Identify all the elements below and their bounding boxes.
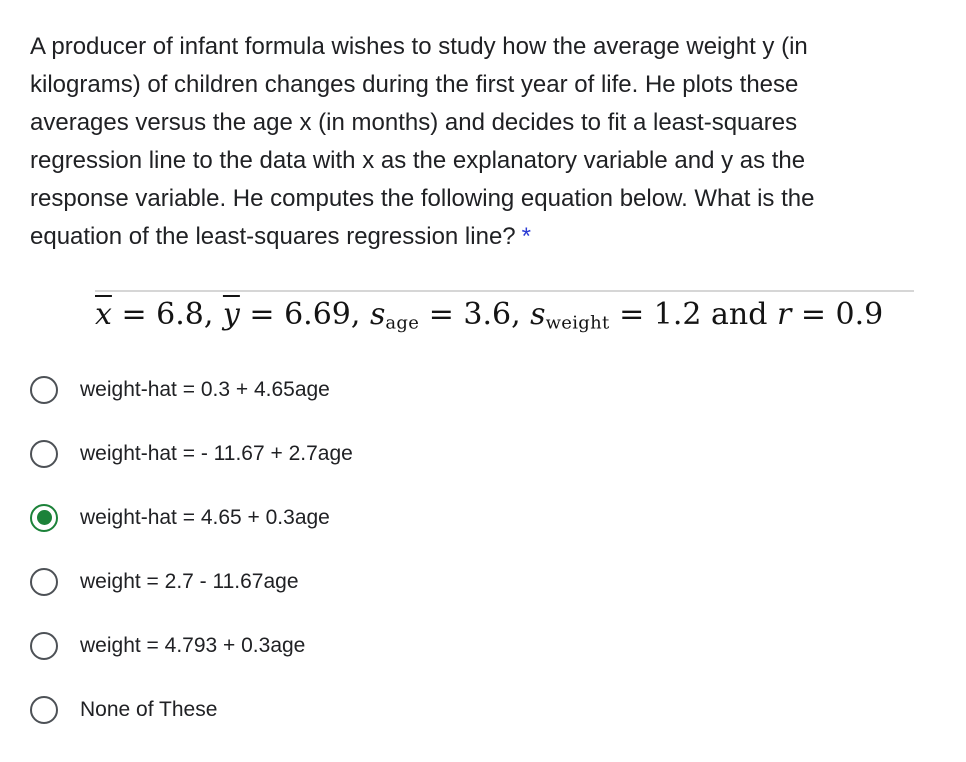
question-body: A producer of infant formula wishes to study how the average weight y (in kilograms) of children changes during the first year of life. He plots these averages versus the age x (in months) and decides to fit a least-squares regression line to the data with x as the explanatory variable and y as the response variable. He computes the following equation below. What is the equation of the least-squares regression line?: [30, 33, 815, 250]
equation-ybar: $\overline{y}$: [222, 297, 240, 332]
radio-dot: [37, 510, 52, 525]
option-row-4[interactable]: [0, 550, 966, 614]
equation-r-var: r: [776, 297, 792, 332]
option-row-5[interactable]: [0, 614, 966, 678]
option-row-1[interactable]: [0, 358, 966, 422]
option-label[interactable]: weight-hat = - 11.67 + 2.7age: [80, 441, 353, 465]
option-label[interactable]: weight = 2.7 - 11.67age: [80, 569, 299, 593]
option-row-2[interactable]: [0, 422, 966, 486]
required-asterisk: *: [521, 223, 531, 250]
equation-s-weight-var: s: [530, 297, 546, 332]
option-label[interactable]: weight = 4.793 + 0.3age: [80, 633, 306, 657]
option-label[interactable]: weight-hat = 0.3 + 4.65age: [80, 377, 330, 401]
equation-and-text: and: [711, 297, 777, 332]
equation-xbar: $\overline{x}$: [95, 297, 112, 332]
equation-s-age-var: s: [369, 297, 386, 332]
equation-part: = 3.6,: [419, 297, 531, 332]
option-row-6[interactable]: [0, 678, 966, 742]
equation-part: = 6.8,: [111, 297, 223, 332]
equation-s-weight-subscript: weight: [545, 312, 610, 334]
radio-button-unselected[interactable]: [30, 568, 58, 596]
option-label[interactable]: weight-hat = 4.65 + 0.3age: [80, 505, 330, 529]
options-list: [0, 358, 966, 742]
equation-part: = 0.9: [791, 297, 884, 332]
radio-button-unselected[interactable]: [30, 632, 58, 660]
equation-part: = 1.2: [609, 297, 712, 332]
radio-button-unselected[interactable]: [30, 696, 58, 724]
equation-part: = 6.69,: [239, 297, 370, 332]
radio-button-unselected[interactable]: [30, 440, 58, 468]
equation-s-age-subscript: age: [385, 312, 420, 334]
question-text: [30, 28, 902, 256]
option-label[interactable]: None of These: [80, 697, 218, 721]
radio-button-selected[interactable]: [30, 504, 58, 532]
radio-button-unselected[interactable]: [30, 376, 58, 404]
equation-image: [95, 290, 914, 334]
option-row-3[interactable]: [0, 486, 966, 550]
